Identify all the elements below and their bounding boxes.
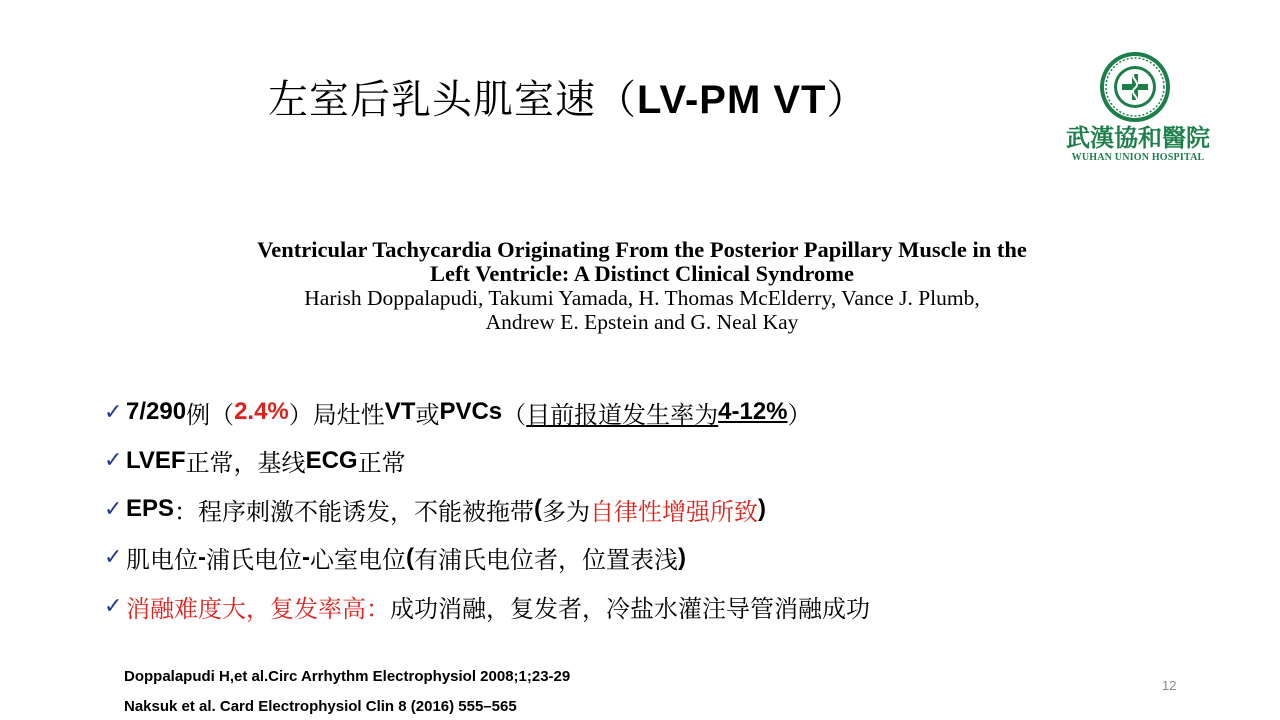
bullet-2-ecg: ECG (305, 446, 358, 474)
hospital-name-cn: 武漢協和醫院 (1066, 123, 1210, 152)
slide-title-latin: LV-PM VT (637, 78, 827, 122)
hospital-name-en: WUHAN UNION HOSPITAL (1071, 152, 1205, 163)
bullet-3-paren: ( (534, 495, 543, 523)
bullet-1-text: 或 (415, 401, 440, 429)
reference-item: Naksuk et al. Card Electrophysiol Clin 8 (2016) 555–565 (124, 698, 517, 715)
hospital-emblem-icon (1098, 50, 1172, 124)
bullet-4-text: 有浦氏电位者，位置表浅 (414, 547, 678, 575)
bullet-4-dash: - (198, 543, 206, 571)
bullet-4-text: 浦氏电位 (206, 547, 302, 575)
bullet-1-text: ） (787, 401, 812, 429)
slide-title (268, 72, 867, 128)
paper-authors-line2: Andrew E. Epstein and G. Neal Kay (485, 310, 799, 334)
reference-item: Doppalapudi H,et al.Circ Arrhythm Electrophysiol 2008;1;23-29 (124, 668, 571, 685)
bullet-4-paren: ) (678, 543, 686, 571)
bullet-2-lvef: LVEF (126, 446, 186, 474)
paper-title-line1: Ventricular Tachycardia Originating From the Posterior Papillary Muscle in the (257, 237, 1027, 262)
bullet-2-text: 正常 (357, 450, 406, 478)
bullet-2-text: 正常，基线 (185, 450, 306, 478)
bullet-3-text: ：程序刺激不能诱发，不能被拖带 (174, 498, 535, 526)
bullet-5-text: 成功消融，复发者，冷盐水灌注导管消融成功 (390, 595, 870, 623)
hospital-logo (1058, 50, 1218, 170)
bullet-1-pvcs: PVCs (439, 398, 503, 426)
bullet-4-dash: - (302, 543, 310, 571)
bullet-5 (104, 582, 1204, 631)
bullet-3-eps: EPS (126, 495, 175, 523)
bullet-1-underlined: 目前报道发生率为 (526, 401, 719, 429)
slide-title-close: ） (826, 78, 868, 122)
bullet-1-ratio: 7/290 (126, 398, 187, 426)
bullet-3 (104, 485, 1204, 534)
bullet-3-highlight: 自律性增强所致 (590, 498, 759, 526)
paper-citation-block (92, 238, 1192, 334)
bullet-1-range: 4-12% (718, 398, 788, 426)
paper-title-line2: Left Ventricle: A Distinct Clinical Syndrome (430, 261, 854, 286)
bullet-1 (104, 388, 1204, 437)
bullet-4-text: 肌电位 (126, 547, 198, 575)
bullet-list (104, 388, 1204, 631)
references (124, 662, 570, 720)
bullet-5-highlight: 消融难度大，复发率高： (126, 595, 390, 623)
checkmark-icon: ✓ (104, 496, 123, 522)
bullet-4 (104, 534, 1204, 583)
bullet-1-percent: 2.4% (234, 398, 289, 426)
bullet-3-text: 多为 (542, 498, 591, 526)
checkmark-icon: ✓ (104, 593, 123, 619)
page-number: 12 (1162, 678, 1177, 693)
bullet-1-text: ）局灶性 (288, 401, 385, 429)
bullet-4-paren: ( (406, 543, 414, 571)
checkmark-icon: ✓ (104, 399, 123, 425)
bullet-1-vt: VT (384, 398, 416, 426)
bullet-1-text: 例（ (186, 401, 235, 429)
checkmark-icon: ✓ (104, 448, 123, 474)
bullet-2 (104, 437, 1204, 486)
bullet-3-paren: ) (758, 495, 767, 523)
paper-authors-line1: Harish Doppalapudi, Takumi Yamada, H. Thomas McElderry, Vance J. Plumb, (304, 286, 980, 310)
bullet-1-text: （ (502, 401, 527, 429)
bullet-4-text: 心室电位 (310, 547, 406, 575)
slide-title-cn: 左室后乳头肌室速（ (268, 78, 637, 122)
checkmark-icon: ✓ (104, 545, 123, 571)
